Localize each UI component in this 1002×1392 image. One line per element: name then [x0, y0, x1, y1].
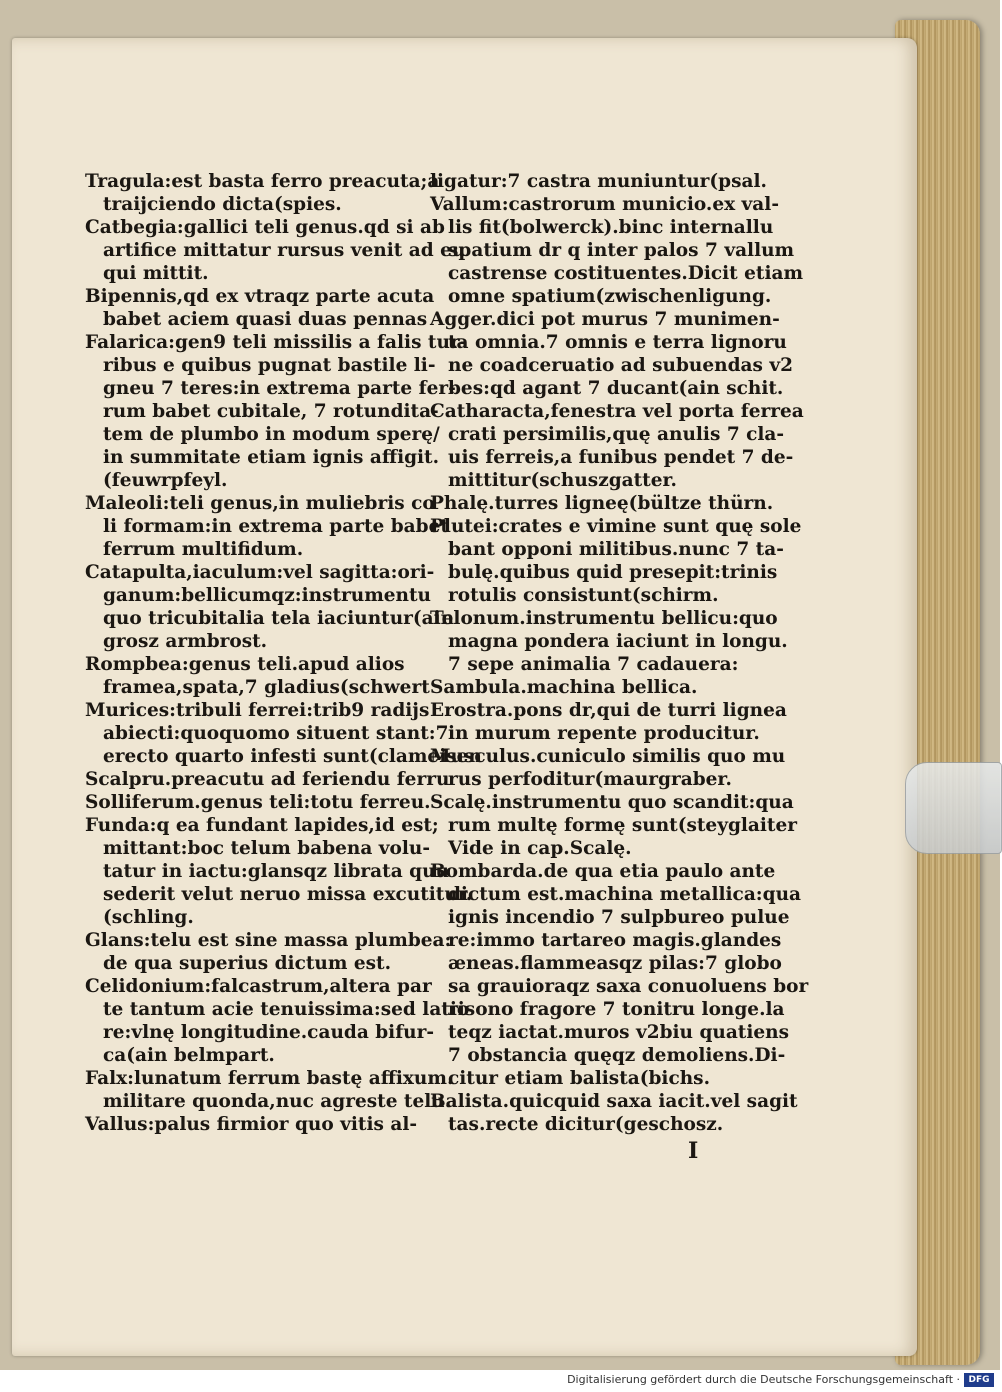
- text-line: bes:qd agant 7 ducant(ain schit.: [448, 378, 784, 399]
- text-line: mittitur(schuszgatter.: [448, 470, 677, 491]
- text-line: militare quonda,nuc agreste telu.: [103, 1091, 452, 1112]
- text-line: re:vlnę longitudine.cauda bifur-: [103, 1022, 435, 1043]
- text-line: magna pondera iaciunt in longu.: [448, 631, 788, 652]
- text-line: in murum repente producitur.: [448, 723, 760, 744]
- text-line: sa grauioraqz saxa conuoluens bor: [448, 976, 809, 997]
- text-line: rotulis consistunt(schirm.: [448, 585, 719, 606]
- text-line: lis fit(bolwerck).binc internallu: [448, 217, 774, 238]
- dfg-logo: DFG: [964, 1373, 994, 1387]
- text-line: Maleoli:teli genus,in muliebris co: [85, 493, 435, 514]
- footer-bar: [0, 1370, 1000, 1392]
- text-line: ta omnia.7 omnis e terra lignoru: [448, 332, 787, 353]
- text-line: Scalpru.preacutu ad feriendu ferru: [85, 769, 450, 790]
- text-line: rus perfoditur(maurgraber.: [448, 769, 732, 790]
- text-line: Falarica:gen9 teli missilis a falis tur-: [85, 332, 468, 353]
- text-line: grosz armbrost.: [103, 631, 268, 652]
- text-line: Vallum:castrorum municio.ex val-: [430, 194, 779, 215]
- text-line: spatium dr q inter palos 7 vallum: [448, 240, 795, 261]
- text-line: dictum est.machina metallica:qua: [448, 884, 802, 905]
- text-line: uis ferreis,a funibus pendet 7 de-: [448, 447, 794, 468]
- text-line: Solliferum.genus teli:totu ferreu.: [85, 792, 431, 813]
- text-line: Tragula:est basta ferro preacuta;a: [85, 171, 440, 192]
- text-line: abiecti:quoquomo situent stant:7: [103, 723, 449, 744]
- text-line: bant opponi militibus.nunc 7 ta-: [448, 539, 784, 560]
- text-line: crati persimilis,quę anulis 7 cla-: [448, 424, 785, 445]
- text-line: (feuwrpfeyl.: [103, 470, 228, 491]
- text-line: risono fragore 7 tonitru longe.la: [448, 999, 785, 1020]
- text-line: omne spatium(zwischenligung.: [448, 286, 772, 307]
- text-line: tem de plumbo in modum sperę/: [103, 424, 440, 445]
- text-line: Plutei:crates e vimine sunt quę sole: [430, 516, 802, 537]
- text-line: Phalę.turres ligneę(bültze thürn.: [430, 493, 774, 514]
- text-line: Funda:q ea fundant lapides,id est;: [85, 815, 439, 836]
- text-line: Agger.dici pot murus 7 munimen-: [430, 309, 780, 330]
- text-line: citur etiam balista(bichs.: [448, 1068, 711, 1089]
- left-text-column: [85, 170, 482, 1136]
- text-line: Murices:tribuli ferrei:trib9 radijs: [85, 700, 430, 721]
- text-line: ne coadceruatio ad subuendas v2: [448, 355, 793, 376]
- text-line: ferrum multifidum.: [103, 539, 304, 560]
- text-line: Sambula.machina bellica.: [430, 677, 698, 698]
- text-line: Falx:lunatum ferrum bastę affixum.: [85, 1068, 454, 1089]
- text-line: Celidonium:falcastrum,altera par: [85, 976, 432, 997]
- text-line: ca(ain belmpart.: [103, 1045, 275, 1066]
- text-line: Scalę.instrumentu quo scandit:qua: [430, 792, 794, 813]
- signature-mark: I: [688, 1138, 699, 1164]
- text-line: qui mittit.: [103, 263, 209, 284]
- text-line: (schling.: [103, 907, 194, 928]
- text-line: Catbegia:gallici teli genus.qd si ab: [85, 217, 445, 238]
- text-line: erecto quarto infesti sunt(clameisen: [103, 746, 482, 767]
- text-line: gneu 7 teres:in extrema parte fer-: [103, 378, 456, 399]
- text-line: Erostra.pons dr,qui de turri lignea: [430, 700, 787, 721]
- text-line: tatur in iactu:glansqz librata quu: [103, 861, 449, 882]
- text-line: teqz iactat.muros v2biu quatiens: [448, 1022, 790, 1043]
- text-line: traijciendo dicta(spies.: [103, 194, 342, 215]
- text-line: bulę.quibus quid presepit:trinis: [448, 562, 778, 583]
- text-line: castrense costituentes.Dicit etiam: [448, 263, 804, 284]
- text-line: Telonum.instrumentu bellicu:quo: [430, 608, 778, 629]
- text-line: Rompbea:genus teli.apud alios: [85, 654, 405, 675]
- text-line: 7 obstancia quęqz demoliens.Di-: [448, 1045, 786, 1066]
- text-line: Bombarda.de qua etia paulo ante: [430, 861, 776, 882]
- text-line: Bipennis,qd ex vtraqz parte acuta: [85, 286, 435, 307]
- funding-notice: Digitalisierung gefördert durch die Deutsche Forschungsgemeinschaft ·: [567, 1373, 960, 1386]
- text-line: mittant:boc telum babena volu-: [103, 838, 431, 859]
- text-line: Musculus.cuniculo similis quo mu: [430, 746, 786, 767]
- text-line: ligatur:7 castra muniuntur(psal.: [430, 171, 767, 192]
- bookmark-clip: [905, 762, 1002, 854]
- text-line: ignis incendio 7 sulpbureo pulue: [448, 907, 790, 928]
- text-line: tas.recte dicitur(geschosz.: [448, 1114, 724, 1135]
- text-line: sederit velut neruo missa excutitur.: [103, 884, 473, 905]
- right-text-column: [430, 170, 809, 1136]
- text-line: artifice mittatur rursus venit ad eu: [103, 240, 466, 261]
- text-line: ribus e quibus pugnat bastile li-: [103, 355, 436, 376]
- text-line: li formam:in extrema parte babet: [103, 516, 449, 537]
- text-line: Catharacta,fenestra vel porta ferrea: [430, 401, 804, 422]
- text-line: Balista.quicquid saxa iacit.vel sagit: [430, 1091, 798, 1112]
- text-line: Catapulta,iaculum:vel sagitta:ori-: [85, 562, 435, 583]
- text-line: Vide in cap.Scalę.: [448, 838, 632, 859]
- text-line: æneas.flammeasqz pilas:7 globo: [448, 953, 782, 974]
- text-line: rum multę formę sunt(steyglaiter: [448, 815, 797, 836]
- text-line: in summitate etiam ignis affigit.: [103, 447, 440, 468]
- text-line: Glans:telu est sine massa plumbea:: [85, 930, 452, 951]
- text-line: re:immo tartareo magis.glandes: [448, 930, 782, 951]
- text-line: 7 sepe animalia 7 cadauera:: [448, 654, 739, 675]
- text-line: ganum:bellicumqz:instrumentu: [103, 585, 432, 606]
- text-line: rum babet cubitale, 7 rotundita-: [103, 401, 439, 422]
- text-line: de qua superius dictum est.: [103, 953, 392, 974]
- text-line: quo tricubitalia tela iaciuntur(ain: [103, 608, 455, 629]
- text-line: babet aciem quasi duas pennas: [103, 309, 428, 330]
- text-line: framea,spata,7 gladius(schwert: [103, 677, 430, 698]
- text-line: Vallus:palus firmior quo vitis al-: [85, 1114, 418, 1135]
- text-line: te tantum acie tenuissima:sed latio: [103, 999, 470, 1020]
